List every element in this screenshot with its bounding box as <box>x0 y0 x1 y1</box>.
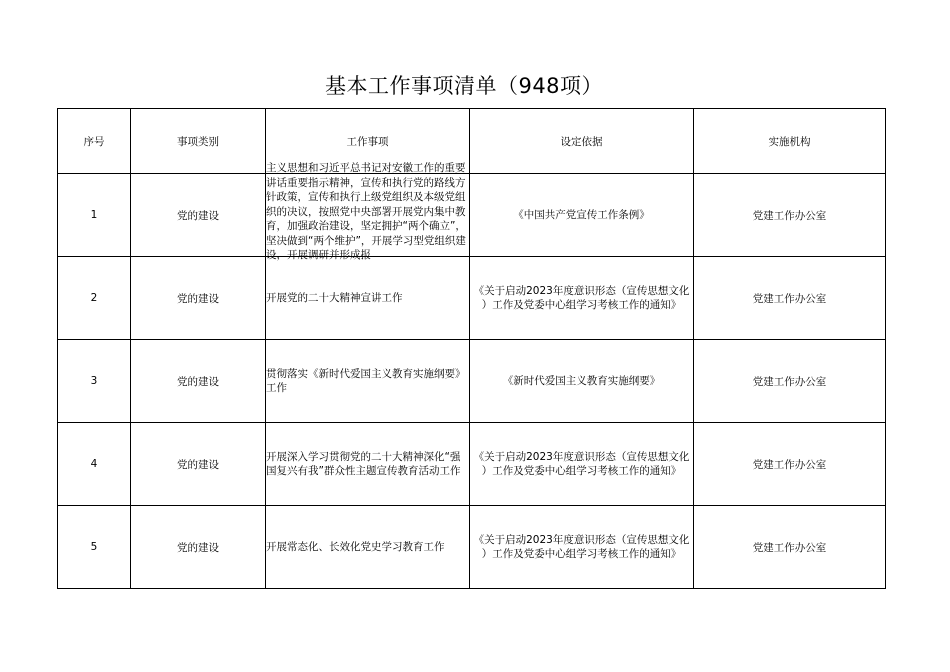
row-basis-line: 《新时代爱国主义教育实施纲要》 <box>502 374 661 387</box>
row-task <box>266 506 470 589</box>
row-basis-line: ）工作及党委中心组学习考核工作的通知》 <box>481 299 682 311</box>
row-agency: 党建工作办公室 <box>694 340 886 423</box>
row-basis-line: 《中国共产党宣传工作条例》 <box>513 208 650 221</box>
table-row <box>58 340 886 423</box>
row-category: 党的建设 <box>131 506 266 589</box>
row-agency: 党建工作办公室 <box>694 506 886 589</box>
table-row <box>58 423 886 506</box>
row-agency: 党建工作办公室 <box>694 257 886 340</box>
row-task <box>266 257 470 340</box>
header-category: 事项类别 <box>131 109 266 174</box>
table-row <box>58 174 886 257</box>
row-category: 党的建设 <box>131 340 266 423</box>
row-agency: 党建工作办公室 <box>694 423 886 506</box>
work-items-table <box>57 108 886 589</box>
row-index: 2 <box>58 257 131 340</box>
row-basis <box>470 423 694 506</box>
header-task: 工作事项 <box>266 109 470 174</box>
header-index: 序号 <box>58 109 131 174</box>
row-basis <box>470 506 694 589</box>
row-task-text: 开展深入学习贯彻党的二十大精神深化“强国复兴有我”群众性主题宣传教育活动工作 <box>266 450 461 477</box>
row-basis-line: 《关于启动2023年度意识形态（宣传思想文化 <box>473 533 690 546</box>
row-index: 1 <box>58 174 131 257</box>
row-task-text: 贯彻落实《新时代爱国主义教育实施纲要》工作 <box>266 367 466 394</box>
row-category: 党的建设 <box>131 423 266 506</box>
row-task-text: 主义思想和习近平总书记对安徽工作的重要讲话重要指示精神，宣传和执行党的路线方针政策，宣传和执行上级党组织及本级党组织的决议，按照党中央部署开展党内集中教育，加强政治建设，坚定拥护“两个确立”，坚决做到“两个维护”，开展学习型党组织建设，开展调研并形成报 <box>266 162 466 262</box>
row-task <box>266 423 470 506</box>
row-basis-line: 《关于启动2023年度意识形态（宣传思想文化 <box>473 284 690 297</box>
header-agency: 实施机构 <box>694 109 886 174</box>
row-index: 4 <box>58 423 131 506</box>
row-category: 党的建设 <box>131 257 266 340</box>
row-task-text: 开展党的二十大精神宣讲工作 <box>266 291 403 304</box>
page-title: 基本工作事项清单（948项） <box>324 74 604 98</box>
row-task <box>266 340 470 423</box>
row-task <box>266 162 470 262</box>
row-basis <box>470 174 694 257</box>
row-basis-line: ）工作及党委中心组学习考核工作的通知》 <box>481 548 682 560</box>
table-row <box>58 506 886 589</box>
row-basis <box>470 340 694 423</box>
row-index: 3 <box>58 340 131 423</box>
table-header-row <box>58 109 886 174</box>
table-row <box>58 257 886 340</box>
row-index: 5 <box>58 506 131 589</box>
row-category: 党的建设 <box>131 174 266 257</box>
header-basis: 设定依据 <box>470 109 694 174</box>
row-basis <box>470 257 694 340</box>
row-agency: 党建工作办公室 <box>694 174 886 257</box>
row-basis-line: ）工作及党委中心组学习考核工作的通知》 <box>481 465 682 477</box>
row-basis-line: 《关于启动2023年度意识形态（宣传思想文化 <box>473 450 690 463</box>
row-task-text: 开展常态化、长效化党史学习教育工作 <box>266 540 445 553</box>
